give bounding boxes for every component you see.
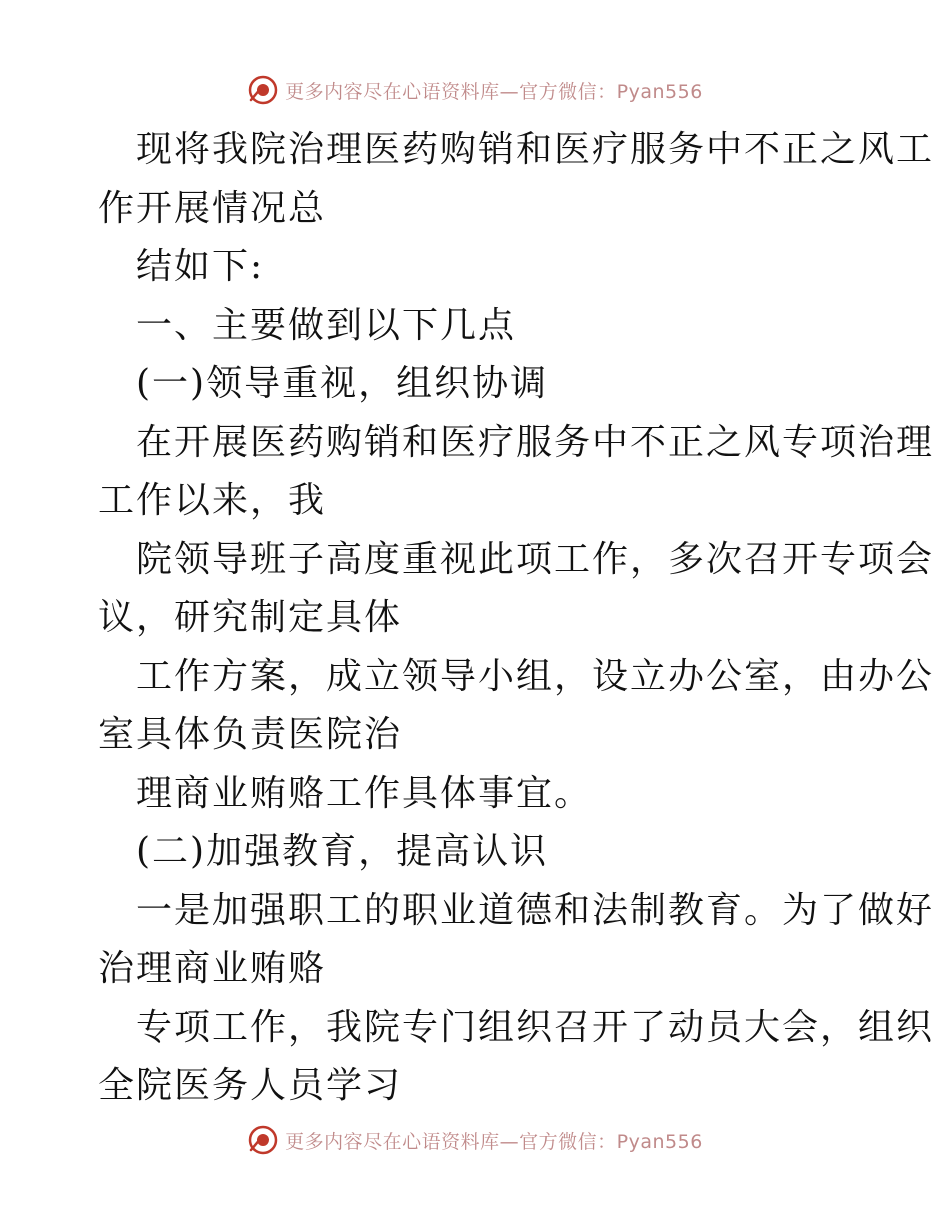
paragraph-line: 院领导班子高度重视此项工作，多次召开专项会	[136, 538, 935, 580]
paragraph-line: 工作以来，我	[98, 480, 327, 521]
subsection-heading: (一)领导重视，组织协调	[136, 363, 549, 404]
paragraph-line: 工作方案，成立领导小组，设立办公室，由办公	[136, 655, 935, 697]
paragraph-line: 结如下:	[136, 246, 265, 287]
watermark-logo-icon	[247, 1124, 279, 1156]
paragraph-line: 理商业贿赂工作具体事宜。	[136, 772, 593, 814]
section-heading: 一、主要做到以下几点	[136, 304, 517, 346]
paragraph-line: 作开展情况总	[98, 187, 327, 229]
footer-watermark-banner	[0, 1120, 950, 1160]
paragraph-line: 一是加强职工的职业道德和法制教育。为了做好	[136, 889, 935, 931]
subsection-heading: (二)加强教育，提高认识	[136, 831, 549, 872]
paragraph-line: 在开展医药购销和医疗服务中不正之风专项治理	[136, 421, 935, 463]
paragraph-line: 现将我院治理医药购销和医疗服务中不正之风工	[136, 129, 935, 170]
paragraph-line: 专项工作，我院专门组织召开了动员大会，组织	[136, 1006, 935, 1048]
watermark-text: 更多内容尽在心语资料库—官方微信：Pyan556	[285, 80, 703, 103]
watermark-logo-icon	[247, 74, 279, 106]
paragraph-line: 室具体负责医院治	[98, 714, 403, 755]
paragraph-line: 议，研究制定具体	[98, 597, 403, 638]
watermark-text: 更多内容尽在心语资料库—官方微信：Pyan556	[285, 1130, 703, 1153]
paragraph-line: 治理商业贿赂	[98, 948, 327, 989]
paragraph-line: 全院医务人员学习	[98, 1065, 403, 1106]
header-watermark-banner	[0, 70, 950, 110]
document-body	[98, 121, 935, 1116]
